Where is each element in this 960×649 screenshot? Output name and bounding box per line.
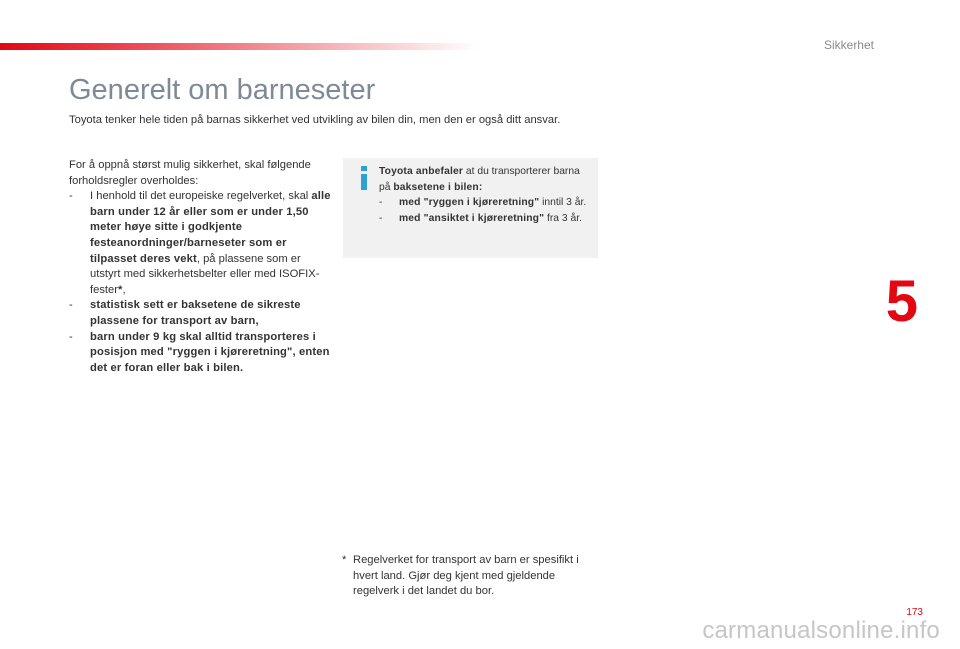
list-dash: - — [69, 299, 73, 312]
list-item — [69, 330, 331, 377]
list-item — [379, 195, 593, 211]
list-dash: - — [69, 190, 73, 203]
chapter-number: 5 — [885, 269, 918, 334]
info-text-span: at du transporterer barna på — [379, 166, 580, 193]
list-item-text: statistisk sett er baksetene de sikreste plassene for transport av barn, — [90, 299, 301, 327]
footnote-item — [342, 553, 604, 600]
list-item-text — [399, 211, 593, 227]
info-text-span: fra 3 år. — [544, 212, 582, 224]
list-item — [379, 211, 593, 227]
precautions-column — [69, 158, 331, 376]
footnote — [342, 553, 604, 600]
footnote-text: Regelverket for transport av barn er spesifikt i hvert land. Gjør deg kjent med gjeldende regelverk i det landet du bor. — [353, 554, 579, 597]
list-item-text: barn under 9 kg skal alltid transporteres i posisjon med "ryggen i kjøreretning", enten det er foran eller bak i bilen. — [90, 330, 330, 374]
info-text — [379, 164, 593, 226]
list-item — [69, 189, 331, 298]
item-text: , — [122, 283, 126, 296]
intro-paragraph: Toyota tenker hele tiden på barnas sikkerhet ved utvikling av bilen din, men den er også ditt ansvar. — [69, 114, 561, 126]
info-bold-text: baksetene i bilen: — [393, 181, 483, 193]
list-item-text — [399, 195, 593, 211]
list-item — [69, 298, 331, 329]
watermark: carmanualsonline.info — [702, 617, 940, 644]
item-text: I henhold til det europeiske regelverket, skal — [90, 190, 312, 203]
info-intro — [379, 164, 593, 195]
item-bold-text: alle barn under 12 år eller som er under 1,50 meter høye sitte i godkjente festeanordninger/barneseter som er tilpasset deres vekt — [90, 190, 331, 265]
info-bold-text: Toyota anbefaler — [379, 166, 464, 177]
section-title: Sikkerhet — [823, 38, 874, 52]
header-accent-bar — [0, 43, 480, 50]
list-item-text — [90, 189, 331, 298]
info-text-span: inntil 3 år. — [539, 197, 587, 208]
precautions-lead: For å oppnå størst mulig sikkerhet, skal følgende forholdsregler overholdes: — [69, 159, 311, 187]
list-dash: - — [69, 330, 73, 343]
item-text: , på plassene som er utstyrt med sikkerhetsbelter eller med ISOFIX-fester — [90, 252, 320, 296]
info-icon — [356, 166, 372, 190]
list-dash: - — [379, 197, 383, 208]
page-title: Generelt om barneseter — [69, 74, 376, 106]
footnote-star: * — [117, 283, 123, 296]
footnote-mark: * — [342, 554, 347, 566]
info-bold-text: med "ryggen i kjøreretning" — [399, 197, 540, 208]
info-bold-text: med "ansiktet i kjøreretning" — [399, 212, 545, 224]
list-dash: - — [379, 212, 383, 224]
page-number: 173 — [906, 607, 923, 618]
info-box — [343, 158, 598, 258]
